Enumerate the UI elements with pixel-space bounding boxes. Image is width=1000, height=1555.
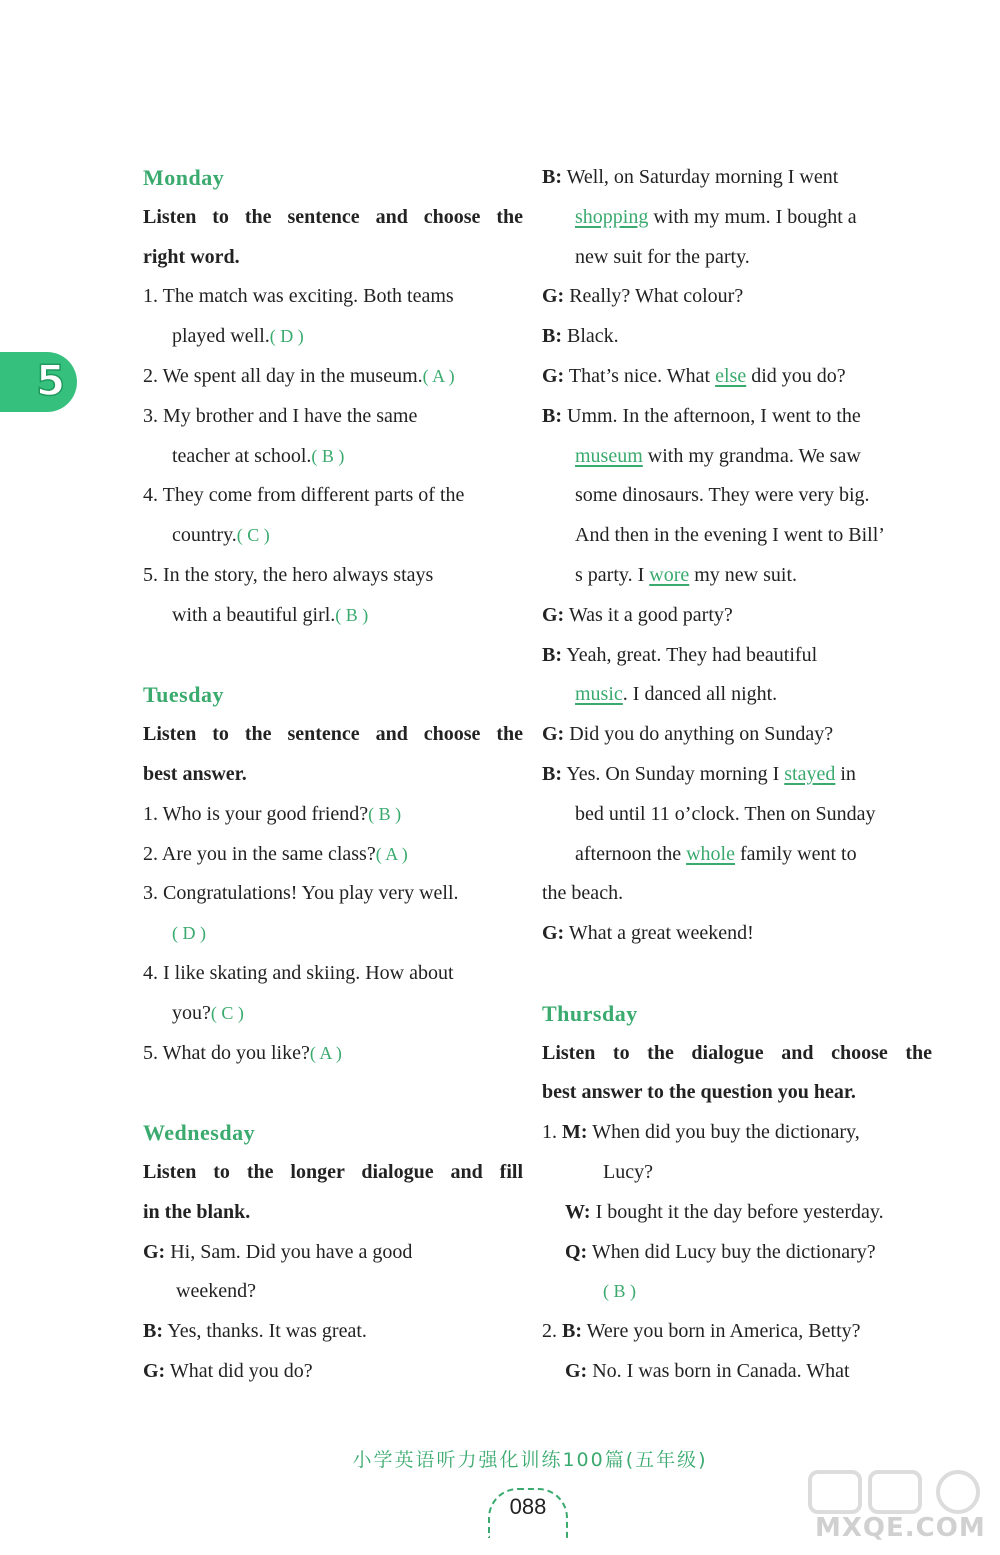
tuesday-q4: 4. I like skating and skiing. How about — [143, 961, 454, 984]
dialogue-line: G: What did you do? — [143, 1359, 313, 1382]
fill-blank: music — [575, 683, 623, 706]
tuesday-q2: 2. Are you in the same class?( A ) — [143, 842, 408, 865]
monday-q1: 1. The match was exciting. Both teams — [143, 285, 454, 308]
monday-instruction-2: right word. — [143, 245, 240, 268]
thursday-q2-g: G: No. I was born in Canada. What — [565, 1359, 850, 1382]
chapter-tab — [0, 352, 77, 412]
page-number: 088 — [488, 1488, 568, 1538]
tuesday-a4: ( C ) — [210, 1002, 244, 1023]
monday-q4: 4. They come from different parts of the — [143, 484, 465, 507]
wednesday-instruction-2: in the blank. — [143, 1200, 251, 1223]
thursday-q1-q: Q: When did Lucy buy the dictionary? — [565, 1240, 876, 1263]
thursday-instruction-2: best answer to the question you hear. — [542, 1081, 856, 1104]
monday-a1: ( D ) — [269, 326, 304, 347]
fill-blank: stayed — [784, 762, 836, 785]
thursday-instruction-1: Listen to the dialogue and choose the — [542, 1041, 932, 1064]
left-column — [143, 158, 523, 1392]
monday-a2: ( A ) — [422, 365, 455, 386]
tuesday-q3: 3. Congratulations! You play very well. — [143, 882, 459, 905]
thursday-q1-w: W: I bought it the day before yesterday. — [565, 1200, 884, 1223]
dialogue-line-cont: shopping with my mum. I bought a — [575, 205, 857, 228]
wednesday-instruction-1: Listen to the longer dialogue and fill — [143, 1160, 523, 1183]
dialogue-line-cont: the beach. — [542, 882, 624, 905]
monday-q5: 5. In the story, the hero always stays — [143, 563, 434, 586]
right-column — [542, 158, 932, 1392]
dialogue-line: G: What a great weekend! — [542, 922, 754, 945]
dialogue-line: B: Umm. In the afternoon, I went to the — [542, 404, 861, 427]
tuesday-q1: 1. Who is your good friend?( B ) — [143, 802, 402, 825]
dialogue-line-cont: some dinosaurs. They were very big. — [575, 484, 870, 507]
monday-instruction-1: Listen to the sentence and choose the — [143, 205, 523, 228]
dialogue-line: G: Did you do anything on Sunday? — [542, 723, 834, 746]
wednesday-heading: Wednesday — [143, 1120, 256, 1146]
dialogue-line: B: Well, on Saturday morning I went — [542, 166, 839, 188]
dialogue-line: B: Yeah, great. They had beautiful — [542, 643, 818, 666]
dialogue-line-cont: s party. I wore my new suit. — [575, 563, 798, 586]
fill-blank: museum — [575, 444, 643, 467]
tuesday-q5: 5. What do you like?( A ) — [143, 1041, 342, 1064]
dialogue-line: B: Yes, thanks. It was great. — [143, 1320, 367, 1343]
dialogue-line-cont: afternoon the whole family went to — [575, 842, 857, 865]
monday-a3: ( B ) — [311, 445, 345, 466]
tuesday-heading: Tuesday — [143, 682, 224, 708]
monday-q3: 3. My brother and I have the same — [143, 404, 418, 427]
thursday-heading: Thursday — [542, 1000, 638, 1026]
tuesday-q3-cont — [143, 914, 523, 954]
dialogue-line: G: Was it a good party? — [542, 603, 733, 626]
monday-q1-cont: played well.( D ) — [172, 325, 304, 348]
thursday-q1-cont: Lucy? — [603, 1160, 653, 1183]
chapter-number: 5 — [36, 356, 66, 405]
dialogue-line-cont: music. I danced all night. — [575, 683, 778, 706]
fill-blank: whole — [686, 842, 735, 865]
dialogue-line-cont: And then in the evening I went to Bill’ — [575, 524, 885, 547]
book-title: 小学英语听力强化训练100篇(五年级) — [352, 1449, 708, 1471]
dialogue-line-cont: new suit for the party. — [575, 245, 750, 268]
monday-q4-cont: country.( C ) — [172, 524, 270, 547]
monday-a4: ( C ) — [236, 525, 270, 546]
monday-heading: Monday — [143, 165, 225, 190]
tuesday-instruction-1: Listen to the sentence and choose the — [143, 723, 523, 746]
dialogue-line: B: Black. — [542, 325, 619, 348]
monday-q2: 2. We spent all day in the museum.( A ) — [143, 364, 455, 387]
monday-q3-cont: teacher at school.( B ) — [172, 444, 345, 467]
fill-blank: else — [715, 364, 747, 387]
tuesday-q4-cont: you?( C ) — [172, 1001, 244, 1024]
tuesday-a5: ( A ) — [309, 1042, 342, 1063]
watermark-text: MXQE.COM — [815, 1513, 986, 1543]
dialogue-line-cont: bed until 11 o’clock. Then on Sunday — [575, 802, 876, 825]
dialogue-line-cont: weekend? — [176, 1280, 256, 1303]
tuesday-instruction-2: best answer. — [143, 762, 247, 785]
thursday-q1-answer — [542, 1272, 932, 1312]
dialogue-line: G: Hi, Sam. Did you have a good — [143, 1240, 413, 1263]
tuesday-a1: ( B ) — [368, 803, 402, 824]
dialogue-line: G: That’s nice. What else did you do? — [542, 364, 846, 387]
fill-blank: shopping — [575, 205, 649, 228]
tuesday-a3: ( D ) — [172, 923, 206, 944]
dialogue-line: B: Yes. On Sunday morning I stayed in — [542, 762, 856, 785]
thursday-q1: 1. M: When did you buy the dictionary, — [542, 1121, 860, 1144]
monday-q5-cont: with a beautiful girl.( B ) — [172, 603, 369, 626]
thursday-a1: ( B ) — [603, 1281, 636, 1302]
fill-blank: wore — [649, 563, 690, 586]
tuesday-a2: ( A ) — [375, 843, 408, 864]
dialogue-line-cont: museum with my grandma. We saw — [575, 444, 861, 467]
monday-a5: ( B ) — [335, 604, 369, 625]
dialogue-line: G: Really? What colour? — [542, 285, 744, 308]
thursday-q2: 2. B: Were you born in America, Betty? — [542, 1320, 861, 1343]
